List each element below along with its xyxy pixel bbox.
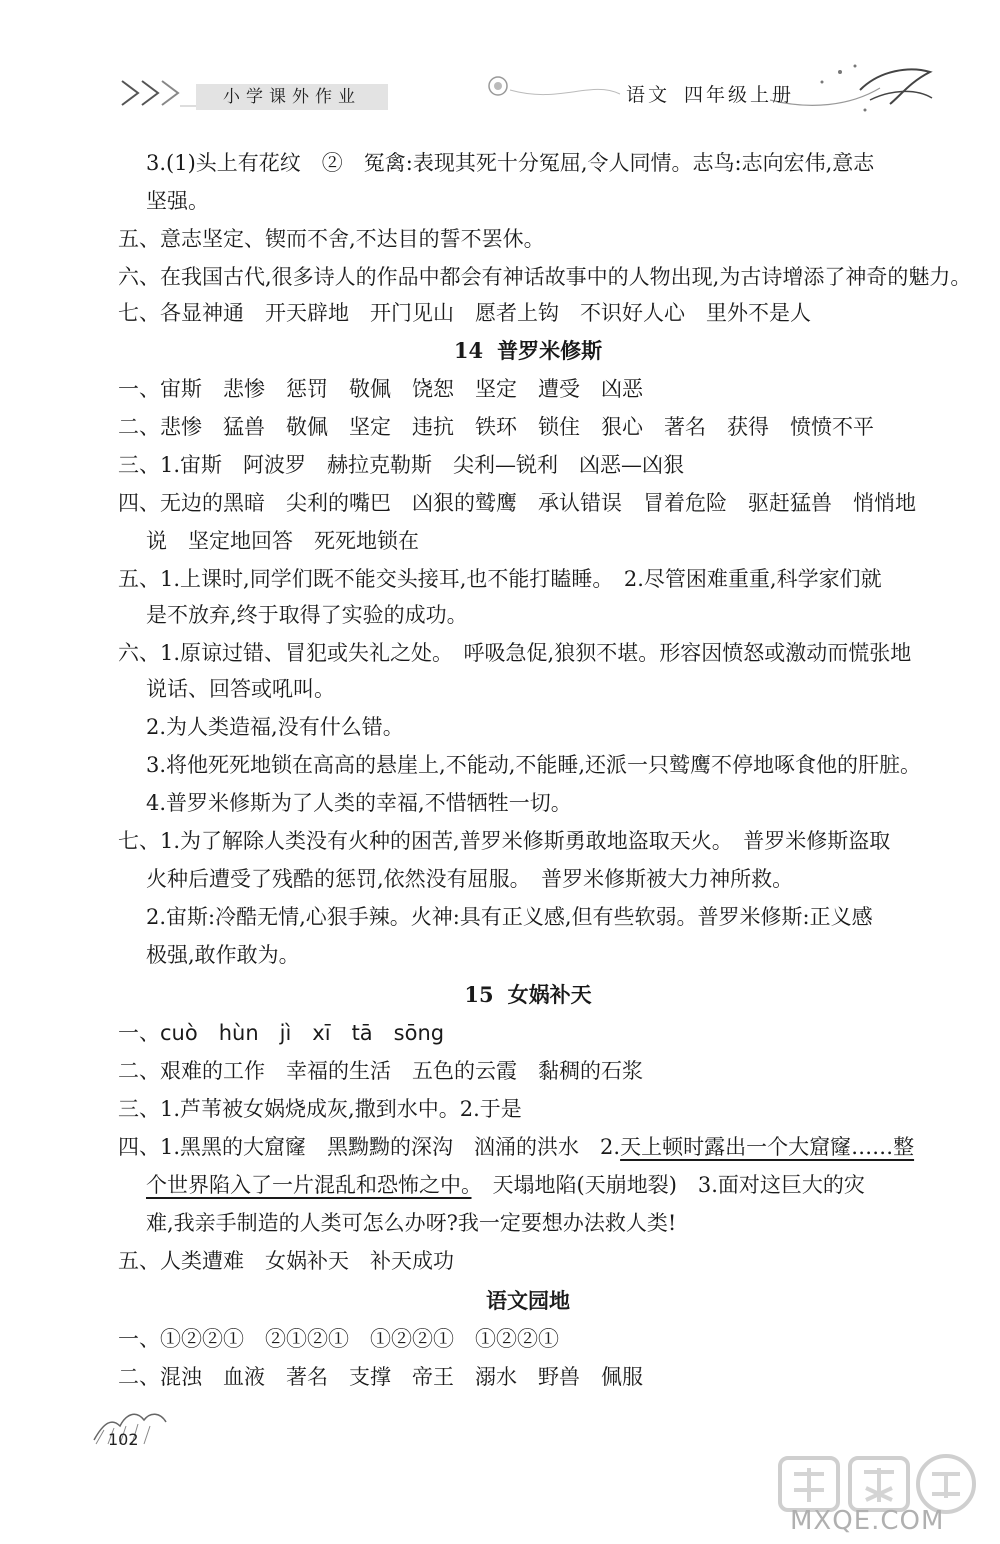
text-line: 2.宙斯:冷酷无情,心狠手辣。火神:具有正义感,但有些软弱。普罗米修斯:正义感 <box>146 905 873 929</box>
text-segment: 天塌地陷(天崩地裂) 3.面对这巨大的灾 <box>471 1173 865 1197</box>
text-line: 二、悲惨 猛兽 敬佩 坚定 违抗 铁环 锁住 狠心 著名 获得 愤愤不平 <box>118 415 874 439</box>
text-line: 是不放弃,终于取得了实验的成功。 <box>146 603 468 627</box>
text-segment: 四、1.黑黑的大窟窿 黑黝黝的深沟 汹涌的洪水 2. <box>118 1135 621 1159</box>
text-line: 说话、回答或吼叫。 <box>146 677 335 701</box>
text-line <box>118 1132 914 1162</box>
section-title-garden: 语文园地 <box>486 1288 570 1313</box>
text-line <box>118 1018 444 1048</box>
text-line: 五、人类遭难 女娲补天 补天成功 <box>118 1249 454 1273</box>
text-line: 四、无边的黑暗 尖利的嘴巴 凶狠的鹫鹰 承认错误 冒着危险 驱赶猛兽 悄悄地 <box>118 491 916 515</box>
text-line: 五、1.上课时,同学们既不能交头接耳,也不能打瞌睡。 2.尽管困难重重,科学家们就 <box>118 567 882 591</box>
text-line: 3.(1)头上有花纹 ② 冤禽:表现其死十分冤屈,令人同情。志鸟:志向宏伟,意志 <box>146 151 875 175</box>
item-prefix: 一、 <box>118 1021 160 1045</box>
text-line <box>146 1170 865 1200</box>
text-line: 六、在我国古代,很多诗人的作品中都会有神话故事中的人物出现,为古诗增添了神奇的魅力。 <box>118 265 972 289</box>
subject-label: 语文 <box>626 84 671 106</box>
text-line: 五、意志坚定、锲而不舍,不达目的誓不罢休。 <box>118 227 545 251</box>
text-line: 六、1.原谅过错、冒犯或失礼之处。 呼吸急促,狼狈不堪。形容因愤怒或激动而慌张地 <box>118 641 912 665</box>
section-number: 15 <box>464 982 494 1007</box>
text-line: 2.为人类造福,没有什么错。 <box>146 715 404 739</box>
text-line: 三、1.芦苇被女娲烧成灰,撒到水中。2.于是 <box>118 1097 522 1121</box>
subject-grade-label <box>626 80 794 107</box>
text-line: 坚强。 <box>146 189 209 213</box>
series-title: 小学课外作业 <box>196 84 388 110</box>
section-number: 14 <box>453 338 484 363</box>
text-line: 七、1.为了解除人类没有火种的困苦,普罗米修斯勇敢地盗取天火。 普罗米修斯盗取 <box>118 829 891 853</box>
text-line: 二、艰难的工作 幸福的生活 五色的云霞 黏稠的石浆 <box>118 1059 643 1083</box>
text-line: 难,我亲手制造的人类可怎么办呀?我一定要想办法救人类! <box>146 1211 677 1235</box>
section-name: 普罗米修斯 <box>497 338 603 363</box>
text-line: 七、各显神通 开天辟地 开门见山 愿者上钩 不识好人心 里外不是人 <box>118 301 811 325</box>
section-title-15 <box>118 980 938 1010</box>
page-number: 102 <box>108 1430 139 1449</box>
text-line: 4.普罗米修斯为了人类的幸福,不惜牺牲一切。 <box>146 791 572 815</box>
section-name: 女娲补天 <box>507 982 592 1007</box>
text-line: 火种后遭受了残酷的惩罚,依然没有屈服。 普罗米修斯被大力神所救。 <box>146 867 794 891</box>
chevron-right-icon <box>120 78 200 108</box>
page-header <box>0 0 1000 130</box>
grade-label: 四年级上册 <box>684 84 795 106</box>
text-line: 一、①②②① ②①②① ①②②① ①②②① <box>118 1327 559 1351</box>
underlined-sentence: 天上顿时露出一个大窟窿……整 <box>620 1135 915 1159</box>
section-title-14 <box>118 336 938 366</box>
pinyin-answers: cuò hùn jì xī tā sōng <box>160 1021 445 1045</box>
watermark-text: MXQE.COM <box>790 1506 945 1536</box>
text-line: 说 坚定地回答 死死地锁在 <box>146 529 419 553</box>
text-line: 三、1.宙斯 阿波罗 赫拉克勒斯 尖利—锐利 凶恶—凶狠 <box>118 453 685 477</box>
text-line: 3.将他死死地锁在高高的悬崖上,不能动,不能睡,还派一只鹫鹰不停地啄食他的肝脏。 <box>146 753 922 777</box>
text-line: 一、宙斯 悲惨 惩罚 敬佩 饶恕 坚定 遭受 凶恶 <box>118 377 643 401</box>
text-line: 二、混浊 血液 著名 支撑 帝王 溺水 野兽 佩服 <box>118 1365 643 1389</box>
text-line: 极强,敢作敢为。 <box>146 943 300 967</box>
underlined-sentence: 个世界陷入了一片混乱和恐怖之中。 <box>146 1173 472 1197</box>
